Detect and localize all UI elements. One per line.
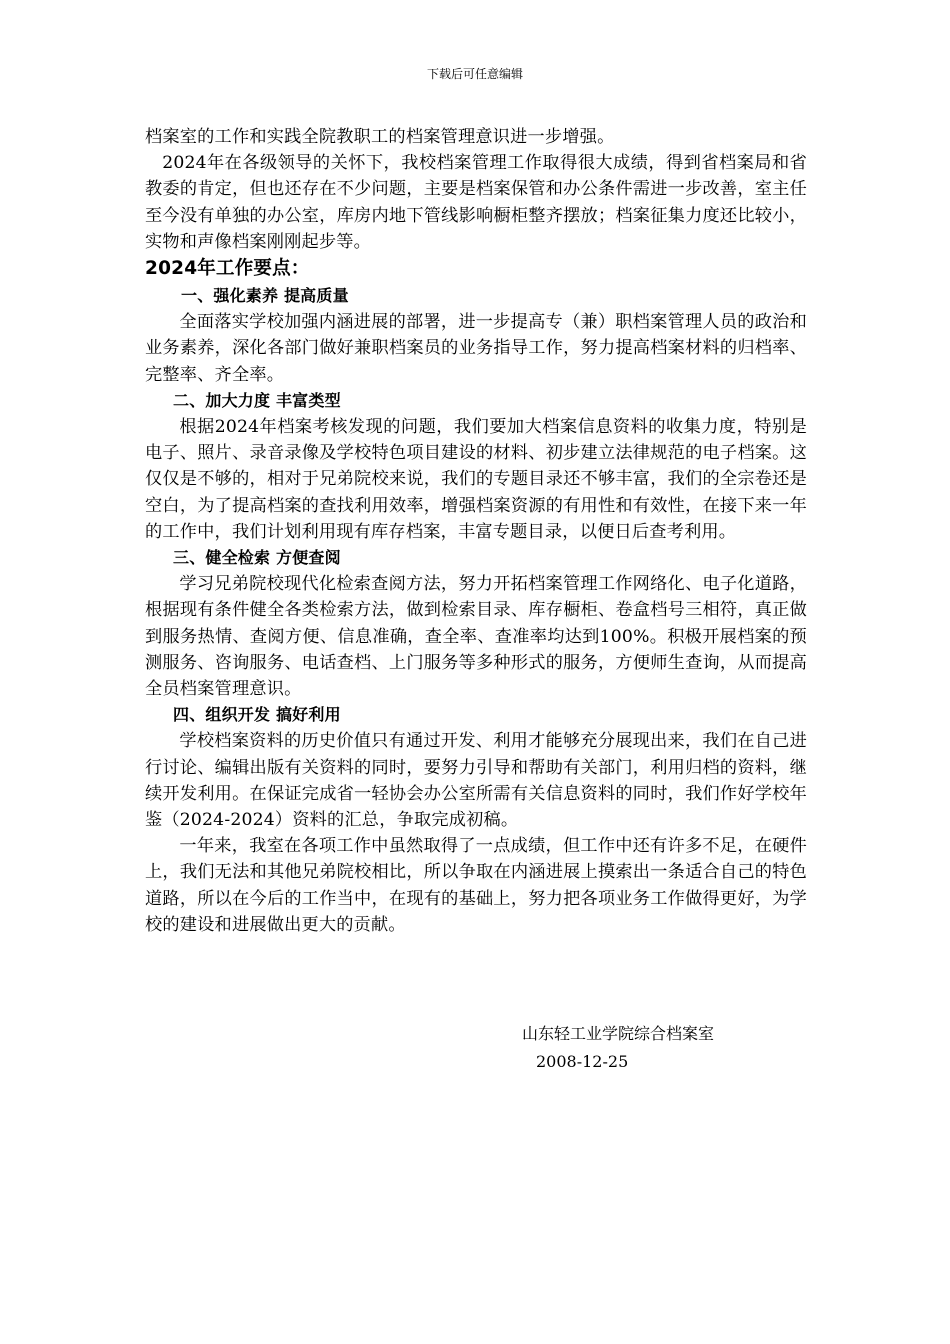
paragraph-conclusion: 一年来，我室在各项工作中虽然取得了一点成绩，但工作中还有许多不足，在硬件上，我们无法和其他兄弟院校相比，所以争取在内涵进展上摸索出一条适合自己的特色道路，所以在今后的工作当中，在现有的基础上，努力把各项业务工作做得更好，为学校的建设和进展做出更大的贡献。 xyxy=(145,836,807,935)
paragraph-quality: 全面落实学校加强内涵进展的部署，进一步提高专（兼）职档案管理人员的政治和业务素养，深化各部门做好兼职档案员的业务指导工作，努力提高档案材料的归档率、完整率、齐全率。 xyxy=(145,312,807,385)
signature-block xyxy=(522,1020,714,1076)
paragraph-retrieval: 学习兄弟院校现代化检索查阅方法，努力开拓档案管理工作网络化、电子化道路，根据现有条件健全各类检索方法，做到检索目录、库存橱柜、卷盒档号三相符，真正做到服务热情、查阅方便、信息准确，查全率、查准率均达到100%。积极开展档案的预测服务、咨询服务、电话查档、上门服务等多种形式的服务，方便师生查询，从而提高全员档案管理意识。 xyxy=(145,574,807,700)
signature-date: 2008-12-25 xyxy=(536,1052,629,1071)
section-heading-work-points: 2024年工作要点： xyxy=(145,258,310,280)
subheading-quality: 一、强化素养 提高质量 xyxy=(181,286,349,306)
subheading-retrieval: 三、健全检索 方便查阅 xyxy=(173,548,341,568)
signature-organization: 山东轻工业学院综合档案室 xyxy=(522,1024,715,1043)
paragraph-intro-continued: 档案室的工作和实践全院教职工的档案管理意识进一步增强。 xyxy=(145,127,615,147)
document-body xyxy=(145,124,807,938)
paragraph-development: 学校档案资料的历史价值只有通过开发、利用才能够充分展现出来，我们在自己进行讨论、编辑出版有关资料的同时，要努力引导和帮助有关部门，利用归档的资料，继续开发利用。在保证完成省一轻协会办公室所需有关信息资料的同时，我们作好学校年鉴（2024-2024）资料的汇总，争取完成初稿。 xyxy=(145,731,807,831)
paragraph-summary: 2024年在各级领导的关怀下，我校档案管理工作取得很大成绩，得到省档案局和省教委的肯定，但也还存在不少问题，主要是档案保管和办公条件需进一步改善，室主任至今没有单独的办公室，库房内地下管线影响橱柜整齐摆放；档案征集力度还比较小，实物和声像档案刚刚起步等。 xyxy=(145,153,807,252)
page-header-note: 下载后可任意编辑 xyxy=(426,67,523,81)
subheading-types: 二、加大力度 丰富类型 xyxy=(173,390,341,410)
subheading-development: 四、组织开发 搞好利用 xyxy=(173,705,341,725)
paragraph-types: 根据2024年档案考核发现的问题，我们要加大档案信息资料的收集力度，特别是电子、照片、录音录像及学校特色项目建设的材料、初步建立法律规范的电子档案。这仅仅是不够的，相对于兄弟院校来说，我们的专题目录还不够丰富，我们的全宗卷还是空白，为了提高档案的查找利用效率，增强档案资源的有用性和有效性，在接下来一年的工作中，我们计划利用现有库存档案，丰富专题目录，以便日后查考利用。 xyxy=(145,417,807,542)
